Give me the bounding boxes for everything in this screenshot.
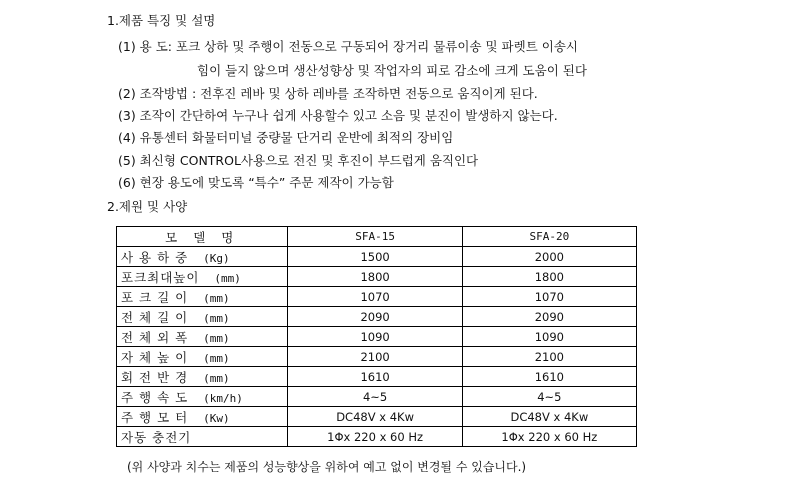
table-row: [117, 407, 637, 427]
spec-label: 주 행 속 도: [121, 389, 189, 405]
spec-label-cell: [117, 387, 288, 407]
spec-label-cell: [117, 287, 288, 307]
spec-label-cell: [117, 407, 288, 427]
section1-title: 1.제품 특징 및 설명: [107, 13, 216, 28]
spec-unit: (mm): [203, 351, 230, 365]
header-sfa15: SFA-15: [288, 227, 462, 247]
spec-label-cell: [117, 267, 288, 287]
spec-label: 전 체 길 이: [121, 309, 189, 325]
spec-value-sfa15: 4~5: [288, 387, 462, 407]
spec-unit: (mm): [203, 291, 230, 305]
table-row: [117, 327, 637, 347]
spec-value-sfa20: 1070: [462, 287, 636, 307]
spec-value-sfa15: 1070: [288, 287, 462, 307]
spec-label: 자 체 높 이: [121, 349, 189, 365]
spec-unit: (mm): [203, 331, 230, 345]
spec-value-sfa20: DC48V x 4Kw: [462, 407, 636, 427]
spec-value-sfa20: 1610: [462, 367, 636, 387]
spec-label: 주 행 모 터: [121, 409, 189, 425]
spec-label-cell: [117, 347, 288, 367]
spec-label: 사 용 하 중: [121, 249, 189, 265]
item-control: (5) 최신형 CONTROL사용으로 전진 및 후진이 부드럽게 움직인다: [118, 153, 479, 168]
table-row: [117, 247, 637, 267]
spec-value-sfa20: 1800: [462, 267, 636, 287]
spec-label: 전 체 외 폭: [121, 329, 189, 345]
section2-title: 2.제원 및 사양: [107, 199, 188, 214]
spec-value-sfa15: 1500: [288, 247, 462, 267]
spec-value-sfa20: 2000: [462, 247, 636, 267]
footnote: (위 사양과 치수는 제품의 성능향상을 위하여 예고 없이 변경될 수 있습니다.): [127, 460, 527, 474]
table-row: [117, 387, 637, 407]
spec-value-sfa15: DC48V x 4Kw: [288, 407, 462, 427]
spec-unit: (Kg): [203, 251, 230, 265]
spec-label: 회 전 반 경: [121, 369, 189, 385]
spec-value-sfa15: 1800: [288, 267, 462, 287]
table-row: [117, 427, 637, 447]
spec-value-sfa20: 1090: [462, 327, 636, 347]
spec-label: 포크최대높이: [121, 269, 200, 285]
spec-value-sfa15: 1090: [288, 327, 462, 347]
spec-value-sfa15: 2100: [288, 347, 462, 367]
table-row: [117, 267, 637, 287]
item-operation: (2) 조작방법 : 전후진 레바 및 상하 레바를 조작하면 전동으로 움직이게 된다.: [118, 86, 538, 101]
spec-value-sfa20: 1Φx 220 x 60 Hz: [462, 427, 636, 447]
spec-label: 자동 충전기: [121, 429, 192, 445]
spec-label: 포 크 길 이: [121, 289, 189, 305]
spec-value-sfa15: 1610: [288, 367, 462, 387]
header-sfa20: SFA-20: [462, 227, 636, 247]
item-simple-operation: (3) 조작이 간단하여 누구나 쉽게 사용할수 있고 소음 및 분진이 발생하지 않는다.: [118, 108, 558, 123]
spec-body: [117, 247, 637, 447]
spec-label-cell: [117, 427, 288, 447]
spec-label-cell: [117, 307, 288, 327]
spec-unit: (mm): [203, 371, 230, 385]
spec-value-sfa15: 1Φx 220 x 60 Hz: [288, 427, 462, 447]
spec-value-sfa20: 4~5: [462, 387, 636, 407]
item-custom-order: (6) 현장 용도에 맞도록 “특수” 주문 제작이 가능함: [118, 175, 394, 190]
spec-unit: (mm): [214, 271, 241, 285]
table-row: [117, 367, 637, 387]
spec-value-sfa15: 2090: [288, 307, 462, 327]
spec-label-cell: [117, 247, 288, 267]
table-row: [117, 307, 637, 327]
spec-unit: (Kw): [203, 411, 230, 425]
spec-table: [116, 226, 637, 447]
header-model: 모 델 명: [117, 227, 288, 247]
spec-header-row: [117, 227, 637, 247]
table-row: [117, 287, 637, 307]
spec-label-cell: [117, 367, 288, 387]
spec-label-cell: [117, 327, 288, 347]
table-row: [117, 347, 637, 367]
item-usage-continued: 힘이 들지 않으며 생산성향상 및 작업자의 피로 감소에 크게 도움이 된다: [197, 63, 587, 78]
spec-value-sfa20: 2090: [462, 307, 636, 327]
spec-value-sfa20: 2100: [462, 347, 636, 367]
item-usage: (1) 용 도: 포크 상하 및 주행이 전동으로 구동되어 장거리 물류이송 및 파렛트 이송시: [118, 39, 578, 54]
spec-unit: (mm): [203, 311, 230, 325]
item-logistics: (4) 유통센터 화물터미널 중량물 단거리 운반에 최적의 장비임: [118, 130, 454, 145]
spec-unit: (km/h): [203, 391, 243, 405]
